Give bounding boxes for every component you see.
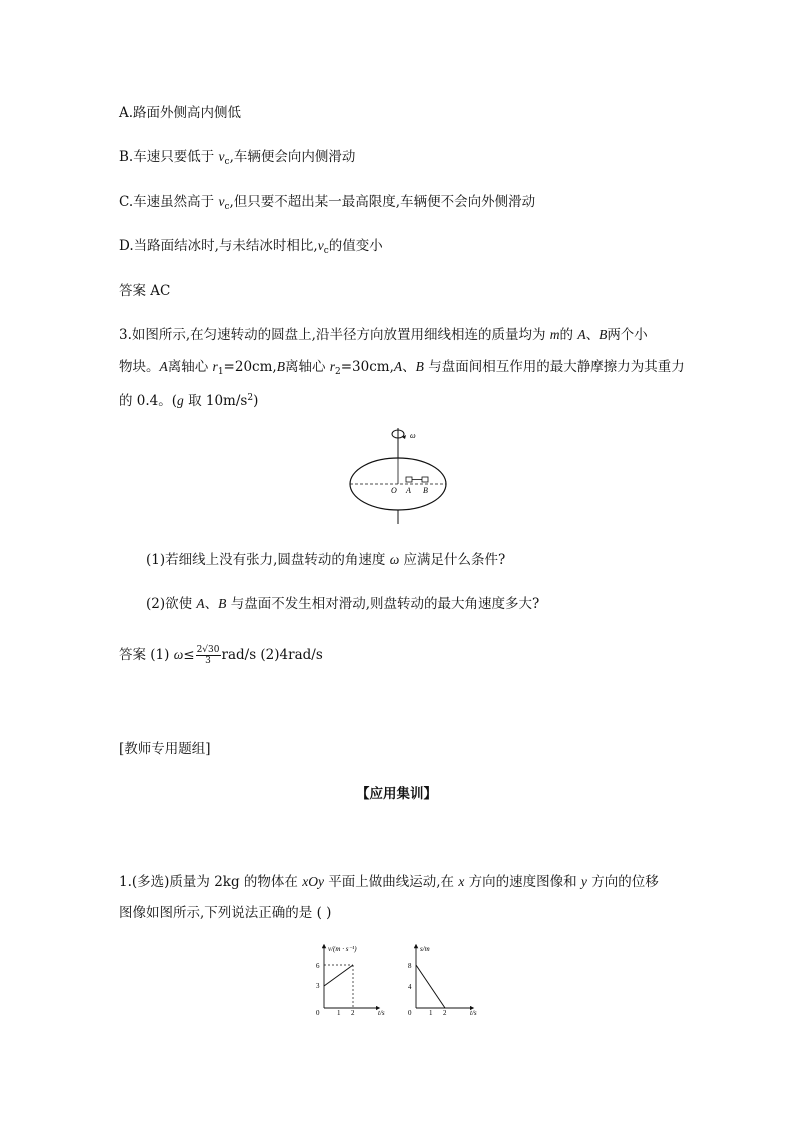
section-title: 【应用集训】: [356, 786, 437, 802]
y-tick-0: 0: [408, 1009, 412, 1017]
y-tick-3: 3: [316, 982, 320, 990]
x-axis-label: t/s: [470, 1009, 477, 1017]
block-b: [422, 477, 428, 482]
q1-line-2: 图像如图所示,下列说法正确的是 ( ): [119, 905, 332, 921]
q1-line-1: 1.(多选)质量为 2kg 的物体在 xOy 平面上做曲线运动,在 x 方向的速度图像和 y 方向的位移: [119, 874, 659, 890]
y-tick-8: 8: [408, 962, 412, 970]
y-axis-label: s/m: [420, 945, 430, 953]
option-b: B.车速只要低于 $v_c$,车辆便会向内侧滑动: [119, 149, 356, 167]
answer-q3: 答案 (1) ω≤ $\frac{2√30}{3}$ rad/s (2)4rad/s: [119, 645, 323, 666]
y-tick-4: 4: [408, 983, 412, 991]
x-axis-label: t/s: [378, 1009, 385, 1017]
velocity-time-graph: [312, 940, 394, 1018]
q3-sub-2: (2)欲使 A、B 与盘面不发生相对滑动,则盘转动的最大角速度多大?: [146, 596, 540, 612]
q3-sub-1: (1)若细线上没有张力,圆盘转动的角速度 ω 应满足什么条件?: [146, 552, 506, 568]
option-c: C.车速虽然高于 $v_c$,但只要不超出某一最高限度,车辆便不会向外侧滑动: [119, 194, 536, 212]
y-axis-label: v/(m · s⁻¹): [328, 945, 357, 953]
q3-line-2: 物块。A离轴心 $r_1=20cm,B$离轴心 $r_2=30cm,A$、B 与盘面间相互作用的最大静摩擦力为其重力: [119, 359, 685, 377]
x-tick-2: 2: [351, 1009, 355, 1017]
displacement-line: [416, 965, 445, 1008]
rotating-disk-figure: [340, 424, 460, 526]
x-tick-1: 1: [429, 1009, 433, 1017]
q3-line-1: 3.如图所示,在匀速转动的圆盘上,沿半径方向放置用细线相连的质量均为 m的 A、B两个小: [119, 327, 648, 343]
displacement-time-graph: [402, 940, 484, 1018]
y-tick-0: 0: [316, 1009, 320, 1017]
label-b: B: [423, 486, 428, 495]
answer-q2: 答案 AC: [119, 283, 171, 299]
q3-line-3: 的 0.4。(g 取 $10m/s^2$): [119, 393, 259, 409]
x-tick-1: 1: [337, 1009, 341, 1017]
label-o: O: [391, 486, 397, 495]
option-a: A.路面外侧高内侧低: [119, 105, 242, 121]
teacher-group-heading: [教师专用题组]: [119, 741, 211, 757]
answer-fraction: $\frac{2√30}{3}$: [196, 645, 220, 666]
omega-label: ω: [410, 431, 416, 440]
y-tick-6: 6: [316, 962, 320, 970]
block-a: [406, 477, 412, 482]
label-a: A: [406, 486, 411, 495]
x-tick-2: 2: [443, 1009, 447, 1017]
velocity-line: [324, 965, 353, 986]
option-d: D.当路面结冰时,与未结冰时相比$,v_c$的值变小: [119, 238, 383, 256]
